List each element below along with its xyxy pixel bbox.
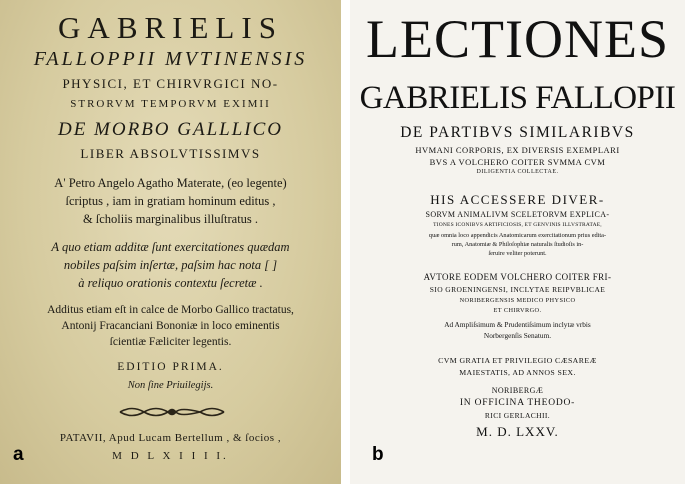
- imprint-line: RICI GERLACHII.: [484, 411, 551, 420]
- body-line: nobiles paſsim inſertæ, paſsim hac nota [ ]: [63, 258, 278, 272]
- body-line: TIONES ICONIBVS ARTIFICIOSIS, ET GENVINIS ILLVSTRATAE,: [433, 222, 602, 228]
- dedication-line: Ad Ampliſsimum & Prudentiſsimum inclytæ vrbis: [444, 320, 591, 329]
- title-line: STRORVM TEMPORVM EXIMII: [70, 98, 271, 110]
- body-line: SORVM ANIMALIVM SCELETORVM EXPLICA-: [425, 210, 610, 219]
- title-line: GABRIELIS FALLOPII: [359, 80, 676, 116]
- privilege-line: CVM GRATIA ET PRIVILEGIO CÆSAREÆ: [438, 356, 597, 365]
- body-line: ſcientiæ Fæliciter legentis.: [109, 336, 232, 348]
- body-line: à reliquo orationis contextu ſecretæ .: [78, 276, 263, 290]
- body-line: Antonij Fracanciani Bononiæ in loco eminentis: [61, 320, 280, 332]
- panel-label-a: a: [13, 444, 24, 465]
- title-line: HVMANI CORPORIS, EX DIVERSIS EXEMPLARI: [415, 145, 620, 155]
- body-line: & ſcholiis marginalibus illuſtratus .: [82, 212, 259, 226]
- body-line: quæ omnia loco appendicis Anatomicarum exercitationum prius edita-: [428, 232, 607, 239]
- edition-line: EDITIO PRIMA.: [117, 361, 224, 373]
- title-line: FALLOPPII MVTINENSIS: [33, 48, 308, 70]
- title-line: GABRIELIS: [58, 10, 283, 45]
- panel-label-b: b: [372, 444, 384, 465]
- title-page-b: [350, 0, 685, 484]
- title-line: DILIGENTIA COLLECTAE.: [476, 169, 559, 175]
- title-line: DE MORBO GALLLICO: [57, 119, 284, 140]
- dedication-line: Norbergenſis Senatum.: [483, 331, 552, 340]
- body-line: A quo etiam additæ ſunt exercitationes quædam: [51, 240, 290, 254]
- date-line: M D L X I I I I.: [112, 450, 229, 462]
- imprint-line: PATAVII, Apud Lucam Bertellum , & ſocios ,: [59, 432, 282, 444]
- title-page-a: [0, 0, 341, 484]
- body-line: HIS ACCESSERE DIVER-: [430, 192, 605, 207]
- body-line: rum, Anatomiæ & Philoſophiæ naturalis ſtudioſis in-: [451, 241, 584, 248]
- title-line: LECTIONES: [366, 9, 669, 69]
- title-line: LIBER ABSOLVTISSIMVS: [80, 146, 261, 161]
- title-line: PHYSICI, ET CHIRVRGICI NO-: [62, 76, 279, 91]
- privilege-line: Non ſine Priuilegijs.: [127, 380, 214, 391]
- author-line: AVTORE EODEM VOLCHERO COITER FRI-: [423, 272, 612, 282]
- body-line: ſeruire veliter poterunt.: [488, 250, 547, 257]
- body-line: A' Petro Angelo Agatho Materate, (eo legente): [54, 176, 287, 190]
- body-line: ſcriptus , iam in gratiam hominum editus ,: [65, 194, 276, 208]
- title-line: DE PARTIBVS SIMILARIBVS: [400, 124, 635, 141]
- printer-ornament-icon: [118, 405, 226, 419]
- author-line: NORIBERGENSIS MEDICO PHYSICO: [459, 297, 576, 304]
- imprint-line: NORIBERGÆ: [491, 386, 544, 395]
- imprint-line: IN OFFICINA THEODO-: [459, 398, 576, 408]
- title-line: BVS A VOLCHERO COITER SVMMA CVM: [429, 157, 606, 167]
- author-line: ET CHIRVRGO.: [493, 307, 542, 314]
- privilege-line: MAIESTATIS, AD ANNOS SEX.: [459, 368, 576, 377]
- body-line: Additus etiam eſt in calce de Morbo Gallico tractatus,: [47, 304, 294, 316]
- author-line: SIO GROENINGENSI, INCLYTAE REIPVBLICAE: [429, 285, 606, 294]
- date-line: M. D. LXXV.: [476, 424, 559, 439]
